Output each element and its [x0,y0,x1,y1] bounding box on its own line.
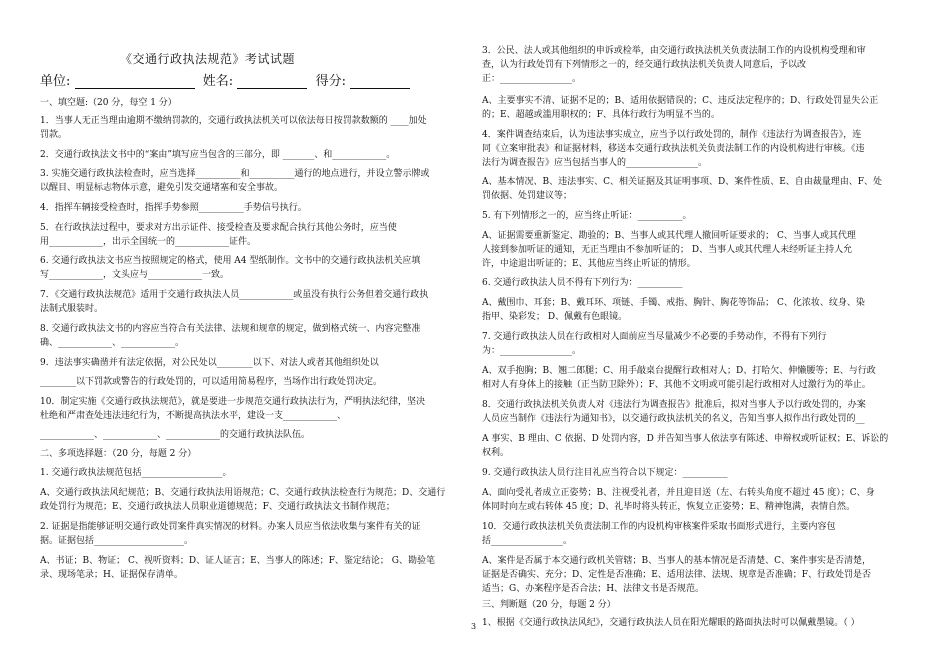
mc-q4-line3: 法行为调查报告》应当包括当事人的________________。 [482,158,708,168]
mc-q6: 6. 交通行政执法人员不得有下列行为：__________ [482,278,683,288]
mc-q10-line2: 括________________。 [482,536,573,546]
mc-q7-line1: 7. 交通行政执法人员在行政相对人面前应当尽量减少不必要的手势动作，不得有下列行 [482,332,827,342]
fill-q8-line2: 确、____________、____________。 [40,338,185,348]
fill-q5-line1: 5．在行政执法过程中，要求对方出示证件、接受检查及要求配合执行其他公务时，应当使 [40,223,397,233]
fill-q10-line2: 杜绝和严肃查处违法违纪行为，不断提高执法水平，建设一支____________、 [40,411,347,421]
mc-q3-line2: 查，认为行政处罚有下列情形之一的，经交通行政执法机关负责人同意后，予以改 [482,60,807,70]
mc-q3-line1: 3．公民、法人或其他组织的申诉或检举，由交通行政执法机关负责法制工作的内设机构受理和审 [482,46,866,56]
mc-q9-options-line2: 体同时向左或右转体 45 度；D、礼毕时将头转正，恢复立正姿势；E、精神饱满，表情自然。 [482,502,855,512]
fill-q9-line1: 9．违法事实确凿并有法定依据，对公民处以________以下、对法人或者其他组织处以 [40,358,379,368]
mc-q8-line1: 8．交通行政执法机关负责人对《违法行为调查报告》批准后，拟对当事人予以行政处罚的，办案 [482,400,866,410]
fill-q8-line1: 8. 交通行政执法文书的内容应当符合有关法律、法规和规章的规定，做到格式统一、内容完整准 [40,324,421,334]
mc-q10-options-line3: 适当；G、办案程序是否合法；H、法律文书是否规范。 [482,584,705,594]
unit-label: 单位: [40,74,71,89]
mc-q5: 5. 有下列情形之一的，应当终止听证：__________。 [482,211,692,221]
mc-q2-options-line2: 录、现场笔录；H、证据保存清单。 [40,570,183,580]
mc-q6-options-line2: 指甲、染彩发； D、佩戴有色眼镜。 [482,312,628,322]
mc-q2-line2: 据。证据包括____________________。 [40,536,194,546]
fill-q3-line1: 3. 实施交通行政执法检查时，应当选择__________和__________通行的地点进行，并设立警示牌或 [40,169,430,179]
mc-q5-options-line2: 人接到参加听证的通知，无正当理由不参加听证的； D、当事人或其代理人未经听证主持人允 [482,245,853,255]
page-number: 3 [471,622,477,631]
tf-q1: 1、根据《交通行政执法风纪》，交通行政执法人员在阳光耀眼的路面执法时可以佩戴墨镜。（ ） [482,618,860,628]
mc-q10-options-line2: 证据是否确实、充分；D、定性是否准确；E、适用法律、法规、规章是否准确；F、行政处罚是否 [482,570,872,580]
mc-q1-options-line2: 政处罚行为规范；E、交通行政执法人员职业道德规范；F、交通行政执法文书制作规范； [40,502,395,512]
name-blank [237,76,307,89]
fill-q6-line2: 写____________，文头应与____________一致。 [40,270,230,280]
mc-q8-line2: 人员应当制作《违法行为通知书》，以交通行政执法机关的名义，告知当事人拟作出行政处罚的__ [482,414,865,424]
fill-q10-line1: 10．制定实施《交通行政执法规范》，就是要进一步规范交通行政执法行为，严明执法纪律，坚决 [40,397,425,407]
mc-q1-options-line1: A、交通行政执法风纪规范；B、交通行政执法用语规范；C、交通行政执法检查行为规范；D、交通行 [40,488,446,498]
unit-blank [75,76,195,89]
mc-q4-line1: 4．案件调查结束后，认为违法事实成立，应当予以行政处罚的，制作《违法行为调查报告》，连 [482,130,862,140]
mc-q4-options-line1: A、基本情况、B、违法事实、C、相关证据及其证明事项、D、案件性质、E、自由裁量理由、F、处 [482,177,883,187]
mc-q9: 9. 交通行政执法人员行注目礼应当符合以下规定：__________ [482,468,728,478]
mc-q7-options-line2: 相对人有身体上的接触（正当防卫除外）；F、其他不文明或可能引起行政相对人过激行为的举止。 [482,380,871,390]
section-fill-blank: 一、填空题:（20 分，每空 1 分） [40,98,177,108]
mc-q4-line2: 同《立案审批表》和证据材料，移送本交通行政执法机关负责法制工作的内设机构进行审核。《违 [482,144,865,154]
name-label: 姓名: [202,74,234,89]
mc-q5-options-line3: 许，中途退出听证的；E、其他应当终止听证的情形。 [482,259,696,269]
mc-q9-options-line1: A、面向受礼者成立正姿势；B、注视受礼者，并且迎目送（左、右转头角度不超过 45 度）；C、身 [482,488,875,498]
fill-q9-line2: ________以下罚款或警告的行政处罚的，可以适用简易程序，当场作出行政处罚决定。 [40,377,383,387]
mc-q3-options-line1: A、主要事实不清、证据不足的；B、适用依据错误的；C、违反法定程序的；D、行政处罚显失公正 [482,96,879,106]
mc-q1: 1. 交通行政执法规范包括__________________。 [40,468,232,478]
score-label: 得分: [315,74,346,89]
fill-q7-line1: 7．《交通行政执法规范》适用于交通行政执法人员____________或虽没有执行公务但着交通行政执 [40,290,429,300]
section-true-false: 三、判断题（20 分，每题 2 分） [482,600,616,610]
mc-q7-line2: 为：________________。 [482,346,582,356]
mc-q3-line3: 正：________________。 [482,74,582,84]
mc-q5-options-line1: A、证据需要重新鉴定、勘验的；B、当事人或其代理人撤回听证要求的； C、当事人或其代理 [482,231,856,241]
fill-q1-line1: 1．当事人无正当理由逾期不缴纳罚款的，交通行政执法机关可以依法每日按罚款数额的 ____加处 [40,116,427,126]
mc-q7-options-line1: A、双手抱胸；B、翘二郎腿；C、用手敲桌台提醒行政相对人；D、打哈欠、伸懒腰等；E、与行政 [482,366,876,376]
fill-q3-line2: 以醒目、明显标志物体示意，避免引发交通堵塞和安全事故。 [40,183,284,193]
fill-q2: 2．交通行政执法文书中的“案由”填写应当包含的三部分，即 _______、和____________。 [40,150,396,160]
mc-q4-options-line2: 罚依据、处罚建议等； [482,191,573,201]
mc-q6-options-line1: A、戴围巾、耳套；B、戴耳环、项链、手镯、戒指、胸针、胸花等饰品； C、化浓妆、纹身、染 [482,298,865,308]
score-blank [350,76,410,89]
fill-q6-line1: 6. 交通行政执法文书应当按照规定的格式，使用 A4 型纸制作。文书中的交通行政执法机关应填 [40,256,421,266]
mc-q10-options-line1: A、案件是否属于本交通行政机关管辖；B、当事人的基本情况是否清楚、C、案件事实是否清楚， [482,556,872,566]
mc-q2-line1: 2. 证据是指能够证明交通行政处罚案件真实情况的材料。办案人员应当依法收集与案件有关的证 [40,522,421,532]
mc-q8-options-line1: A 事实、B 理由、C 依据、D 处罚内容，D 并告知当事人依法享有陈述、申辩权或听证权；E、诉讼的 [482,434,889,444]
exam-header [40,70,410,89]
exam-title: 《交通行政执法规范》考试试题 [120,52,296,66]
mc-q2-options-line1: A、书证；B、物证； C、视听资料；D、证人证言；E、当事人的陈述；F、鉴定结论； G、勘验笔 [40,556,435,566]
fill-q5-line2: 用____________，出示全国统一的____________证件。 [40,237,257,247]
fill-q1-line2: 罚款。 [40,130,68,140]
section-multi-choice: 二、多项选择题：（20 分，每题 2 分） [40,449,197,459]
mc-q8-options-line2: 权利。 [482,448,510,458]
fill-q7-line2: 法制式服装时。 [40,304,104,314]
fill-q10-line3: ____________、____________、____________的交通行政执法队伍。 [40,430,311,440]
mc-q3-options-line2: 的；E、超越或滥用职权的；F、具体行政行为明显不当的。 [482,110,720,120]
fill-q4: 4．指挥车辆接受检查时，指挥手势参照__________手势信号执行。 [40,203,307,213]
mc-q10-line1: 10．交通行政执法机关负责法制工作的内设机构审核案件采取书面形式进行，主要内容包 [482,522,836,532]
